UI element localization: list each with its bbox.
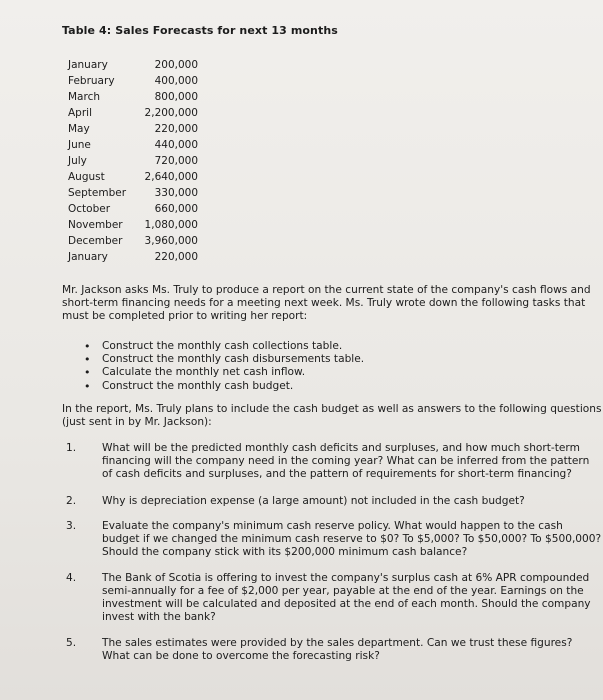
value-cell: 440,000 [154,139,198,151]
month-cell: July [68,155,87,167]
task-text: Construct the monthly cash disbursements table. [102,353,365,366]
table-row [68,57,198,73]
question-text: The sales estimates were provided by the sales department. Can we trust these figures? What can be done to overcome the forecasting risk? [102,637,573,663]
bullet-icon: • [84,353,91,367]
list-item [82,353,582,366]
value-cell: 2,640,000 [144,171,198,183]
month-cell: April [68,107,92,119]
table-row [68,121,198,137]
bullet-icon: • [84,366,91,380]
table-row [68,73,198,89]
question-number: 3. [66,520,77,532]
table-row [68,233,198,249]
table-row [68,169,198,185]
task-text: Construct the monthly cash budget. [102,379,294,392]
month-cell: March [68,91,101,103]
table-row [68,89,198,105]
month-cell: September [68,187,127,199]
value-cell: 220,000 [154,123,198,135]
value-cell: 800,000 [154,91,198,103]
month-cell: November [68,219,123,231]
table-row [68,201,198,217]
question-text: Evaluate the company's minimum cash reserve policy. What would happen to the cash budget if we changed the minimum cash reserve to $0? To $5,000? To $50,000? To $500,000? Should the company stick with its $200,000 minimum cash balance? [102,520,602,559]
table-row [68,249,198,265]
list-item [82,366,582,379]
question-text: Why is depreciation expense (a large amount) not included in the cash budget? [102,495,525,507]
task-list [82,340,582,393]
month-cell: December [68,235,123,247]
bullet-icon: • [84,340,91,353]
month-cell: February [68,75,115,87]
table-row [68,217,198,233]
month-cell: August [68,171,105,183]
question-number: 2. [66,495,77,507]
bullet-icon: • [84,379,91,393]
intro-paragraph: Mr. Jackson asks Ms. Truly to produce a report on the current state of the company's cash flows and short-term financing needs for a meeting next week. Ms. Truly wrote down the following tasks that must be completed prior to writing her report: [62,284,591,322]
month-cell: June [68,139,91,151]
table-row [68,105,198,121]
questions-intro: In the report, Ms. Truly plans to include the cash budget as well as answers to the following questions (just sent in by Mr. Jackson): [62,403,602,428]
question-text: The Bank of Scotia is offering to invest the company's surplus cash at 6% APR compounded semi-annually for a fee of $2,000 per year, payable at the end of the year. Earnings on the investment will be calculated and deposited at the end of each month. Should the company invest with the bank? [102,572,591,624]
table-row [68,137,198,153]
task-text: Construct the monthly cash collections table. [102,340,343,352]
value-cell: 220,000 [154,251,198,263]
question-text: What will be the predicted monthly cash deficits and surpluses, and how much short-term financing will the company need in the coming year? What can be inferred from the pattern of cash deficits and surpluses, and the pattern of requirements for short-term financing? [102,442,590,481]
question-number: 1. [66,442,77,454]
month-cell: January [68,251,108,263]
value-cell: 330,000 [154,187,198,199]
value-cell: 660,000 [154,203,198,215]
task-text: Calculate the monthly net cash inflow. [102,366,306,379]
month-cell: January [68,59,108,71]
question-number: 5. [66,637,77,649]
value-cell: 3,960,000 [144,235,198,247]
table-row [68,153,198,169]
list-item [82,340,582,353]
sales-forecast-table [68,57,198,265]
month-cell: May [68,123,90,135]
table-title: Table 4: Sales Forecasts for next 13 months [62,24,338,37]
table-row [68,185,198,201]
value-cell: 2,200,000 [144,107,198,119]
question-number: 4. [66,572,77,584]
value-cell: 400,000 [154,75,198,87]
value-cell: 200,000 [154,59,198,71]
value-cell: 1,080,000 [144,219,198,231]
month-cell: October [68,203,111,215]
value-cell: 720,000 [154,155,198,167]
list-item [82,380,582,393]
